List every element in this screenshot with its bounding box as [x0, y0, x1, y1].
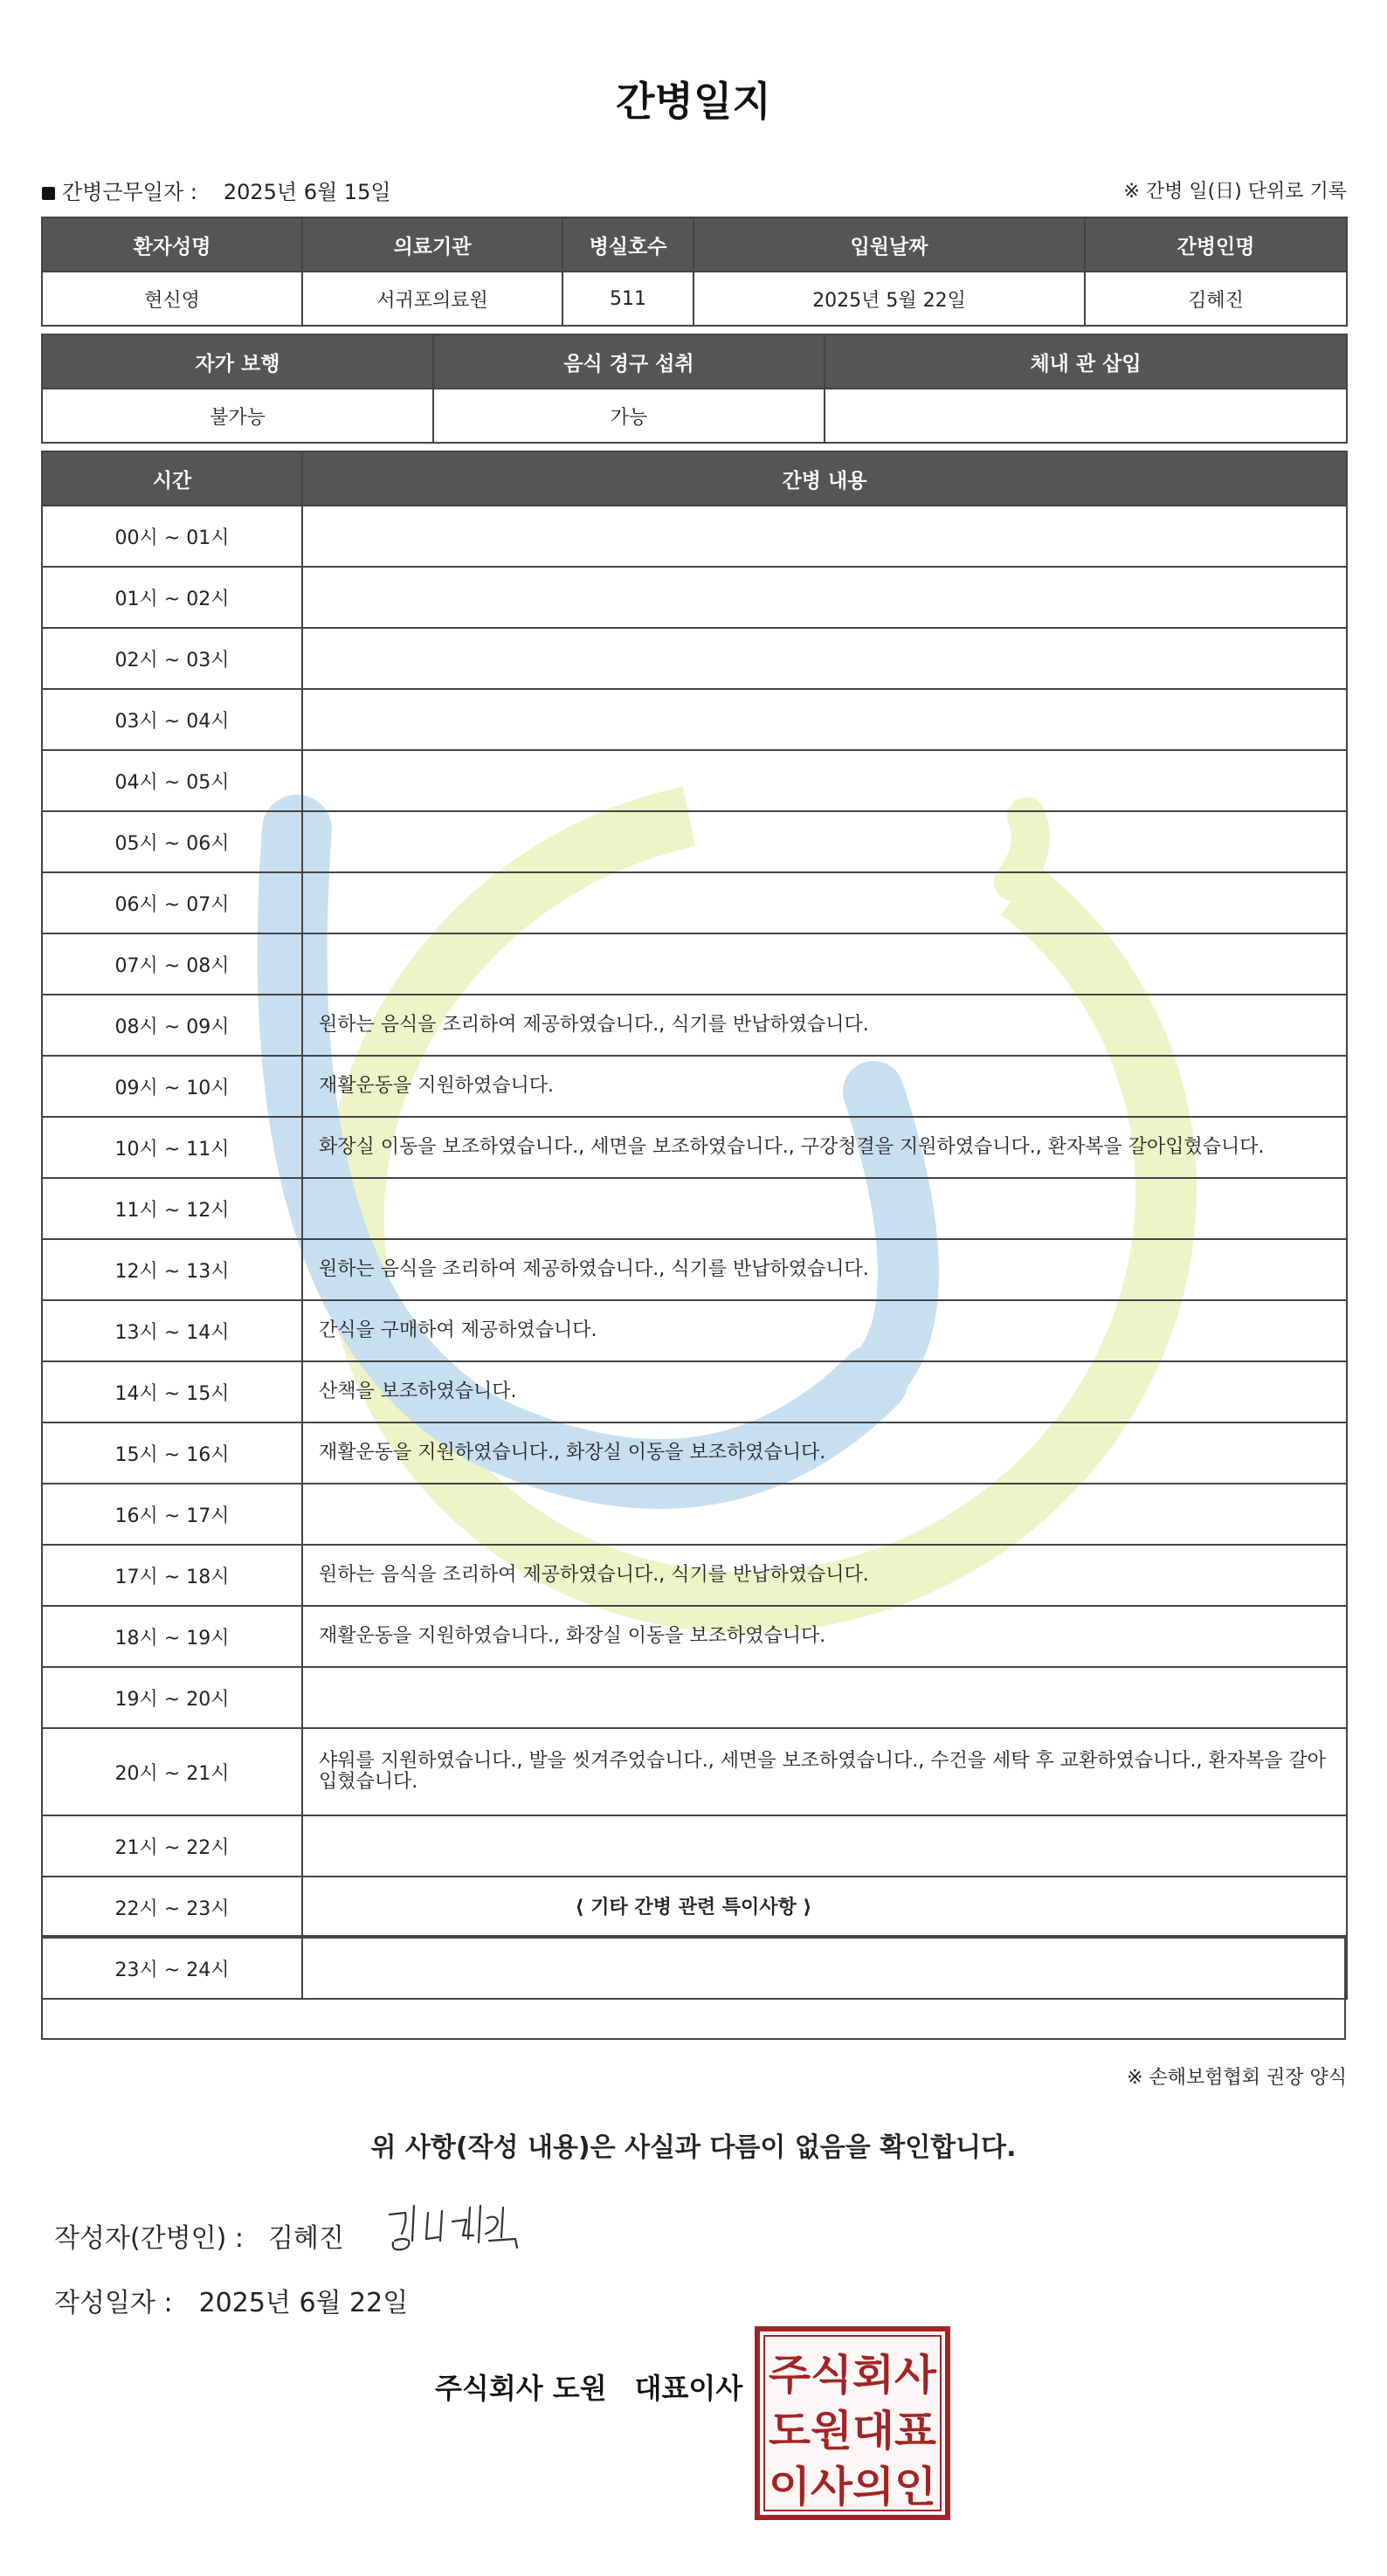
table-row	[42, 1606, 1347, 1667]
care-content	[302, 567, 1347, 628]
time-slot: 02시 ~ 03시	[42, 628, 302, 689]
header-tube-insertion: 체내 관 삽입	[825, 334, 1347, 389]
care-content	[302, 628, 1347, 689]
time-slot: 12시 ~ 13시	[42, 1239, 302, 1300]
company-seal-stamp	[755, 2326, 950, 2520]
table-row	[42, 933, 1347, 995]
writer-label: 작성자(간병인) :	[54, 2223, 244, 2254]
time-slot: 08시 ~ 09시	[42, 995, 302, 1056]
time-slot: 07시 ~ 08시	[42, 933, 302, 995]
header-caregiver: 간병인명	[1085, 217, 1347, 272]
institution: 서귀포의료원	[302, 272, 562, 326]
table-row	[42, 628, 1347, 689]
care-content: 원하는 음식을 조리하여 제공하였습니다., 식기를 반납하였습니다.	[302, 1239, 1347, 1300]
header-self-walking: 자가 보행	[42, 334, 433, 389]
time-slot: 17시 ~ 18시	[42, 1545, 302, 1606]
table-row	[42, 1300, 1347, 1361]
care-content: 원하는 음식을 조리하여 제공하였습니다., 식기를 반납하였습니다.	[302, 995, 1347, 1056]
time-slot: 11시 ~ 12시	[42, 1178, 302, 1239]
time-slot: 06시 ~ 07시	[42, 872, 302, 933]
table-row	[42, 689, 1347, 750]
time-slot: 09시 ~ 10시	[42, 1056, 302, 1117]
patient-status-table	[41, 334, 1348, 444]
care-content	[302, 689, 1347, 750]
caregiver-name: 김혜진	[1085, 272, 1347, 326]
care-content: 재활운동을 지원하였습니다., 화장실 이동을 보조하였습니다.	[302, 1606, 1347, 1667]
patient-name: 현신영	[42, 272, 302, 326]
time-slot: 13시 ~ 14시	[42, 1300, 302, 1361]
confirmation-statement: 위 사항(작성 내용)은 사실과 다름이 없음을 확인합니다.	[370, 2132, 1017, 2163]
writer-line	[54, 2216, 344, 2255]
table-row	[42, 995, 1347, 1056]
table-row	[42, 1239, 1347, 1300]
care-content	[302, 1815, 1347, 1877]
header-care-content: 간병 내용	[302, 451, 1347, 506]
special-notes-box	[41, 1935, 1346, 2040]
table-row	[42, 1545, 1347, 1606]
written-date-value: 2025년 6월 22일	[198, 2288, 409, 2318]
time-slot: 21시 ~ 22시	[42, 1815, 302, 1877]
care-content	[302, 506, 1347, 567]
header-patient-name: 환자성명	[42, 217, 302, 272]
header-admission-date: 입원날짜	[694, 217, 1085, 272]
admission-date: 2025년 5월 22일	[694, 272, 1085, 326]
written-date-line	[54, 2281, 408, 2319]
care-content: 간식을 구매하여 제공하였습니다.	[302, 1300, 1347, 1361]
table-row	[42, 1484, 1347, 1545]
table-row	[42, 1178, 1347, 1239]
time-slot: 19시 ~ 20시	[42, 1667, 302, 1728]
care-content: 화장실 이동을 보조하였습니다., 세면을 보조하였습니다., 구강청결을 지원하였습니다., 환자복을 갈아입혔습니다.	[302, 1117, 1347, 1178]
table-row	[42, 506, 1347, 567]
table-row	[42, 567, 1347, 628]
header-oral-intake: 음식 경구 섭취	[433, 334, 825, 389]
svg-text:주식회사: 주식회사	[769, 2351, 937, 2400]
table-row	[42, 1667, 1347, 1728]
svg-text:도원대표: 도원대표	[769, 2407, 937, 2455]
table-row	[42, 1056, 1347, 1117]
self-walking-value: 불가능	[42, 389, 433, 443]
table-row	[42, 750, 1347, 811]
care-content	[302, 1178, 1347, 1239]
care-content	[302, 750, 1347, 811]
writer-name: 김혜진	[267, 2223, 344, 2254]
work-date-value: 2025년 6월 15일	[223, 180, 391, 204]
care-content	[302, 933, 1347, 995]
record-unit-note: ※ 간병 일(日) 단위로 기록	[1123, 181, 1347, 203]
table-row	[42, 811, 1347, 872]
company-representative: 주식회사 도원 대표이사	[435, 2372, 743, 2405]
time-slot: 00시 ~ 01시	[42, 506, 302, 567]
header-institution: 의료기관	[302, 217, 562, 272]
care-log-table	[41, 451, 1348, 2000]
care-content: 샤워를 지원하였습니다., 발을 씻겨주었습니다., 세면을 보조하였습니다., 수건을 세탁 후 교환하였습니다., 환자복을 갈아입혔습니다.	[302, 1728, 1347, 1815]
table-row	[42, 1728, 1347, 1815]
care-content	[302, 1484, 1347, 1545]
time-slot: 22시 ~ 23시	[42, 1877, 302, 1938]
document-title: 간병일지	[616, 78, 771, 125]
time-slot: 20시 ~ 21시	[42, 1728, 302, 1815]
table-row	[42, 1117, 1347, 1178]
time-slot: 18시 ~ 19시	[42, 1606, 302, 1667]
work-date-line	[42, 175, 391, 205]
time-slot: 05시 ~ 06시	[42, 811, 302, 872]
table-row	[42, 1361, 1347, 1422]
care-content: 재활운동을 지원하였습니다.	[302, 1056, 1347, 1117]
special-notes-title: ⟨ 기타 간병 관련 특이사항 ⟩	[575, 1897, 812, 1918]
care-content: 원하는 음식을 조리하여 제공하였습니다., 식기를 반납하였습니다.	[302, 1545, 1347, 1606]
header-time: 시간	[42, 451, 302, 506]
oral-intake-value: 가능	[433, 389, 825, 443]
table-row	[42, 1422, 1347, 1484]
time-slot: 01시 ~ 02시	[42, 567, 302, 628]
square-bullet-icon	[42, 187, 55, 200]
table-row	[42, 872, 1347, 933]
care-content: 재활운동을 지원하였습니다., 화장실 이동을 보조하였습니다.	[302, 1422, 1347, 1484]
tube-insertion-value	[825, 389, 1347, 443]
care-content: 산책을 보조하였습니다.	[302, 1361, 1347, 1422]
time-slot: 16시 ~ 17시	[42, 1484, 302, 1545]
time-slot: 03시 ~ 04시	[42, 689, 302, 750]
care-content	[302, 872, 1347, 933]
svg-text:이사의인: 이사의인	[769, 2462, 936, 2511]
written-date-label: 작성일자 :	[54, 2288, 173, 2318]
header-room: 병실호수	[562, 217, 694, 272]
care-content	[302, 1667, 1347, 1728]
recommended-form-note: ※ 손해보험협회 권장 양식	[1127, 2067, 1347, 2089]
time-slot: 15시 ~ 16시	[42, 1422, 302, 1484]
care-content	[302, 811, 1347, 872]
room-number: 511	[562, 272, 694, 326]
time-slot: 23시 ~ 24시	[42, 1938, 302, 1999]
table-row	[42, 1815, 1347, 1877]
patient-info-table	[41, 217, 1348, 327]
time-slot: 04시 ~ 05시	[42, 750, 302, 811]
handwritten-signature	[383, 2195, 540, 2256]
time-slot: 14시 ~ 15시	[42, 1361, 302, 1422]
time-slot: 10시 ~ 11시	[42, 1117, 302, 1178]
work-date-label: 간병근무일자 :	[62, 180, 197, 204]
